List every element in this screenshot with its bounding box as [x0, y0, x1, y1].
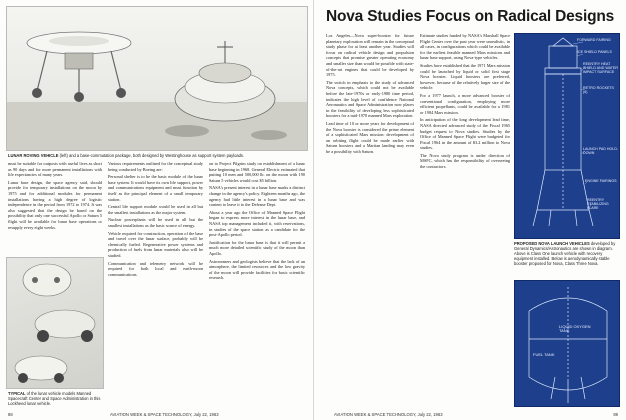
paragraph: The switch in emphasis to the study of advanced Nova concepts, which could not be available before the late-1970s or early-1980 time period, indicates the high level of confidence National Aeronautics and Space Administration now places in the feasibility of developing less sophisticated boosters for a mid-1970 manned Mars exploration. [326, 79, 414, 119]
left-column-1 [8, 161, 102, 254]
paragraph: Central life support module would be used in all but the smallest installations as the major system. [108, 204, 203, 215]
blueprint-label: REENTRY STABILIZING FLARE [587, 198, 609, 210]
paragraph: In anticipation of the long development lead time, NASA directed advanced study of the Fiscal 1965 budget request to Nova studies. Studies by the Office of Manned Space Flight were budgeted for Fiscal 1964 in the amount of $3.2 million to Nova studies. [420, 117, 510, 151]
nova-class-three-blueprint [514, 280, 620, 407]
diagram-caption [514, 241, 620, 266]
paragraph: Estimate studies funded by NASA's Marshall Space Flight Center over the past year were unrealistic, in all cases, in configurations which could be available for the earliest feasible manned Mars missions and lunar base support, using Nova-type vehicles. [420, 33, 510, 61]
blueprint-label: LIQUID OXYGEN TANK [559, 324, 591, 333]
vehicle-models-photo [6, 257, 104, 389]
paragraph: Nuclear powerplants will be used in all but the smallest installations as the basic source of energy. [108, 217, 203, 228]
publication-line: AVIATION WEEK & SPACE TECHNOLOGY, July 22, 1963 [110, 412, 219, 417]
blueprint-label: FORWARD FAIRING [577, 38, 611, 42]
paragraph: Studies have established that the 1971 Mars mission could be launched by liquid or solid first stage Nova booster. Liquid boosters are preferred, however, because of the relatively larger size of the vehicle. [420, 62, 510, 91]
paragraph: Justification for the lunar base is that it will permit a much more detailed scientific study of the moon than Apollo. [209, 239, 305, 256]
paragraph: Communication and telemetry network will be required for both local and earth-moon communications. [108, 260, 203, 277]
article-headline: Nova Studies Focus on Radical Designs [326, 8, 615, 25]
blueprint-label: ICE SHIELD PANELS [577, 50, 612, 54]
paragraph: must be suitable for outposts with useful lives as short as 90 days and for more permanent installations with life expectancies of many years. [8, 161, 102, 178]
left-column-3 [209, 161, 305, 397]
right-column-1 [326, 33, 414, 407]
caption-lead: LUNAR ROVING VEHICLE [8, 153, 59, 158]
lunar-vehicle-photo [6, 6, 308, 151]
right-column-2 [420, 33, 510, 407]
caption-text: developed by General Dynamics/Astronautics are shown in diagram. Above is Class One launch vehicle with recovery equipment installed. Below is aerodynamically stable booster proposed for Nova, Class Three Nova. [514, 241, 616, 266]
paragraph: Vehicle required for construction, operation of the base and travel over the lunar surface, probably will be chemically fueled. Regenerative power systems and production of fuels from lunar materials also will be studied. [108, 230, 203, 258]
bottom-photo-caption [8, 391, 104, 406]
paragraph: Lead time of 10 or more years for development of the Nova booster is considered the prime element of a sophisticated Mars mission: development of an orbiting flight could be made earlier with Saturn boosters and a Martian landing may even be a possibility with Saturn. [326, 120, 414, 154]
caption-text: (left) and a base-commutation package, both designed by Westinghouse as support system payloads. [59, 153, 245, 158]
left-column-2 [108, 161, 203, 397]
caption-lead: TYPICAL [8, 391, 26, 396]
caption-lead: PROPOSED NOVA LAUNCH VEHICLES [514, 241, 590, 246]
blueprint-label: RETRO ROCKETS (6) [583, 86, 614, 94]
blueprint-label: LAUNCH PAD HOLD-DOWN [583, 147, 619, 155]
paragraph: About a year ago the Office of Manned Space Flight began to express more interest in the lunar base, and NASA top management included it, with reservations, in studies of the space station as a candidate for the post-Apollo period. [209, 209, 305, 238]
nova-class-one-blueprint [514, 33, 620, 239]
paragraph: Personal shelter is to be the basic module of the lunar base system. It would have its own life support, power and communications equipment and must function by itself as the principal element of a small temporary station. [108, 174, 203, 202]
top-photo-caption [8, 153, 306, 158]
paragraph: Various requirements outlined for the conceptual study being conducted by Boeing are: [108, 161, 203, 172]
paragraph: NASA's present interest in a lunar base marks a distinct change in the agency's policy. Eighteen months ago, the agency had little interest in a lunar base and was content to leave it to the Defense Dept. [209, 185, 305, 208]
paragraph: on to Project Pilgrim study on establishment of a lunar base beginning in 1968. General Electric estimated that putting 10 men and 500,000 lb. on the moon with 190 Saturn 5 vehicles would cost $5 billion. [209, 161, 305, 183]
paragraph: Lunar base design, the space agency said, should provide for temporary installations on the moon by 1975 and for additional modules for permanent installations having a high degree of logistic independence in the period from 1972 to 1974. It was also suggested that the design be based on the possibility that only one successful Apollo or Saturn 5 flight will be available for lunar base operations or resupply every eight weeks. [8, 179, 102, 230]
blueprint-label: REENTRY HEAT SHIELD AND WATER IMPACT SURFACE [583, 62, 618, 74]
caption-text: of the lunar vehicle models Manned Spacecraft Center and Space Administration in this Lockheed lunar vehicle. [8, 391, 101, 406]
blueprint-label: FUEL TANK [533, 352, 555, 357]
paragraph: Los Angeles—Nova super-booster for future planetary exploration will remain in the conceptual study phase for at least another year. Studies will focus on radical vehicle design and propulsion concepts that promise greater operating economy and smaller size than would be possible with state-of-the-art engines that could be developed by 1975. [326, 33, 414, 78]
right-page [313, 0, 626, 420]
publication-line: AVIATION WEEK & SPACE TECHNOLOGY, July 22, 1963 [334, 412, 443, 417]
page-number: 89 [613, 412, 618, 417]
page-number: 88 [8, 412, 13, 417]
paragraph: For a 1977 launch, a more advanced booster of conventional configuration, employing more efficient propellants, could be available for a 1981 or 1984 Mars mission. [420, 92, 510, 115]
paragraph: Astronomers and geologists believe that the lack of an atmosphere, the limited resources and the low gravity of the moon will provide facilities for basic scientific research. [209, 258, 305, 281]
paragraph: The Nova study program is under direction of MSFC, which has the responsibility of overseeing the contractors. [420, 152, 510, 170]
blueprint-label: ENGINE FAIRINGS [585, 179, 617, 183]
